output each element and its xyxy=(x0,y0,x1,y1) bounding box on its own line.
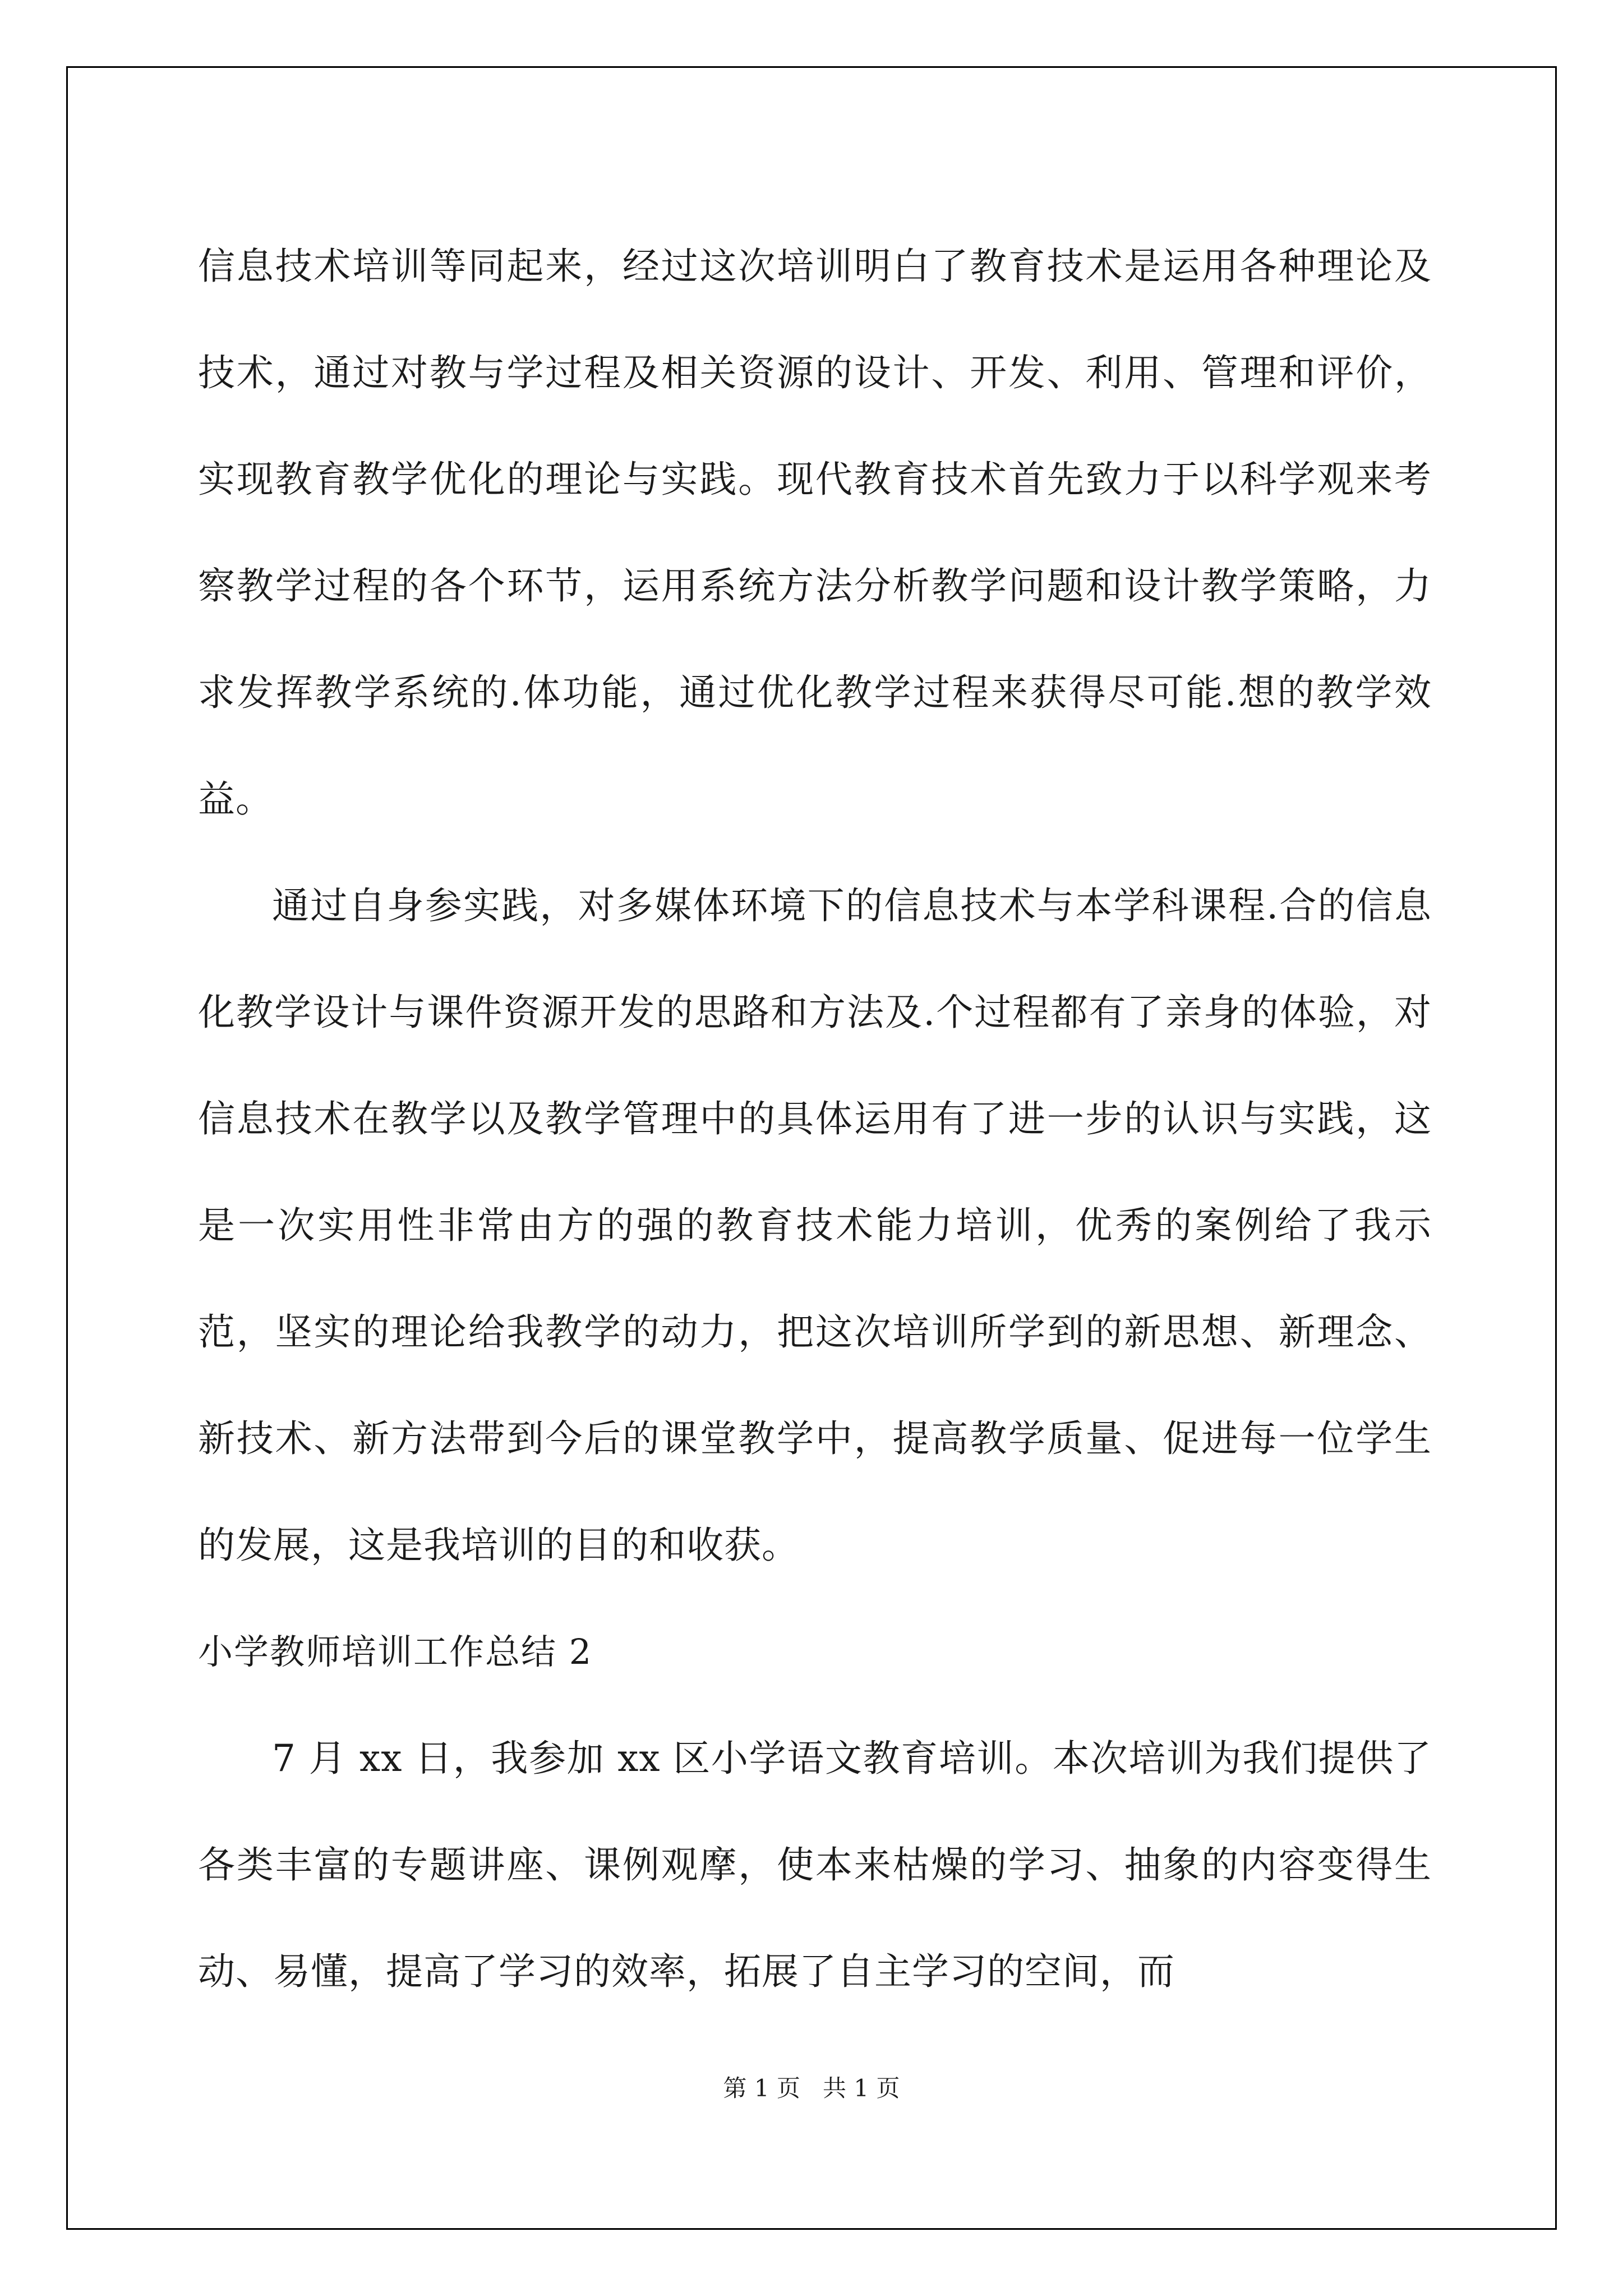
section-heading: 小学教师培训工作总结 2 xyxy=(198,1631,593,1672)
footer-gap xyxy=(800,2074,823,2102)
document-body xyxy=(198,213,1432,2025)
page-footer xyxy=(0,2070,1623,2104)
paragraph-1: 信息技术培训等同起来，经过这次培训明白了教育技术是运用各种理论及技术，通过对教与学过程及相关资源的设计、开发、利用、管理和评价，实现教育教学优化的理论与实践。现代教育技术首先致力于以科学观来考察教学过程的各个环节，运用系统方法分析教学问题和设计教学策略，力求发挥教学系统的.体功能，通过优化教学过程来获得尽可能.想的教学效益。 xyxy=(198,245,1432,821)
paragraph-3: 7 月 xx 日，我参加 xx 区小学语文教育培训。本次培训为我们提供了各类丰富的专题讲座、课例观摩，使本来枯燥的学习、抽象的内容变得生动、易懂，提高了学习的效率，拓展了自主学习的空间，而 xyxy=(198,1737,1432,1993)
page-number: 第 1 页 xyxy=(723,2074,800,2102)
paragraph-2: 通过自身参实践，对多媒体环境下的信息技术与本学科课程.合的信息化教学设计与课件资源开发的思路和方法及.个过程都有了亲身的体验，对信息技术在教学以及教学管理中的具体运用有了进一步的认识与实践，这是一次实用性非常由方的强的教育技术能力培训，优秀的案例给了我示范，坚实的理论给我教学的动力，把这次培训所学到的新思想、新理念、新技术、新方法带到今后的课堂教学中，提高教学质量、促进每一位学生的发展，这是我培训的目的和收获。 xyxy=(198,884,1432,1567)
total-pages: 共 1 页 xyxy=(823,2074,900,2102)
